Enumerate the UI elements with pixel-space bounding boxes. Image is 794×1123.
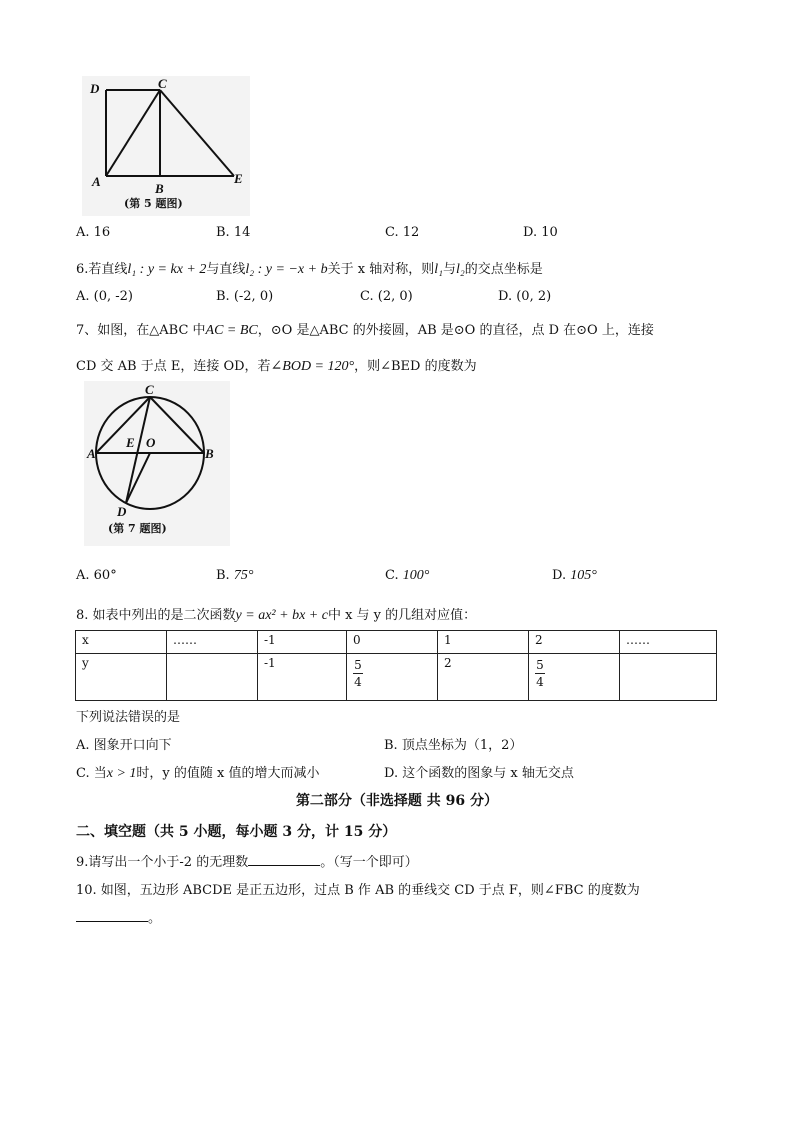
q7-angle: ∠BOD = 120°	[270, 359, 355, 374]
q6-and: 与	[442, 262, 456, 277]
q7-line1	[76, 319, 654, 339]
q10-answer-line	[76, 907, 161, 926]
q10-end: 。	[148, 911, 162, 926]
q8-option-c-b: 时，y 的值随 x 值的增大而减小	[136, 766, 320, 781]
edge-ce	[160, 90, 234, 176]
q7-option-d: D. 105°	[552, 568, 597, 583]
q8-function: y = ax² + bx + c	[235, 608, 328, 623]
q10: 10. 如图，五边形 ABCDE 是正五边形，过点 B 作 AB 的垂线交 CD 于点 F，则∠FBC 的度数为	[76, 883, 640, 898]
cell-x-6: ……	[620, 631, 717, 654]
label-a: A	[92, 174, 101, 189]
q5-option-a: A. 16	[76, 225, 111, 240]
cell-y-0: y	[76, 654, 167, 701]
cell-x-1: ……	[167, 631, 258, 654]
fraction-5-4: $\frac{5}{4}$	[536, 658, 544, 689]
cell-y-6	[620, 654, 717, 701]
q7-text-1b: ，⊙O 是△ABC 的外接圆，AB 是⊙O 的直径，点 D 在⊙O 上，连接	[257, 323, 654, 338]
q8-option-c-a: C. 当	[76, 766, 107, 781]
q8-option-c	[76, 762, 320, 782]
q6-line1-eq: l₁ : y = kx + 2	[127, 262, 207, 277]
part-two-title: 第二部分（非选择题 共 96 分）	[295, 793, 499, 809]
q7-option-d-value: 105°	[570, 568, 597, 583]
edge-ac	[106, 90, 160, 176]
fraction-5-4: $\frac{5}{4}$	[354, 658, 362, 689]
q6-line2-eq: l₂ : y = −x + b	[245, 262, 328, 277]
label-o: O	[146, 435, 156, 450]
cell-x-0: x	[76, 631, 167, 654]
q6-suffix2: 的交点坐标是	[464, 262, 543, 277]
q7-option-a: A. 60°	[76, 568, 117, 583]
q7-option-c: C. 100°	[385, 568, 430, 583]
label-c: C	[158, 76, 167, 91]
q10-answer-blank	[76, 909, 148, 922]
q6-l1: l₁	[434, 262, 443, 277]
table-row-x	[76, 631, 717, 654]
label-d: D	[117, 504, 127, 519]
label-d: D	[90, 81, 100, 96]
segment-od	[126, 453, 150, 503]
q5-option-d: D. 10	[523, 225, 558, 240]
q7-ac-bc: AC = BC	[205, 323, 258, 338]
cell-x-2: -1	[258, 631, 347, 654]
cell-y-4: 2	[438, 654, 529, 701]
q7-caption: (第 7 题图)	[108, 522, 167, 535]
q8-option-c-cond: x > 1	[106, 766, 137, 781]
q8-option-a: A. 图象开口向下	[76, 738, 172, 753]
q6-prefix: 6.若直线	[76, 262, 128, 277]
q7-text-2b: ，则∠BED 的度数为	[354, 359, 477, 374]
q7-figure	[84, 381, 230, 546]
cell-y-1	[167, 654, 258, 701]
q9-text-a: 9.请写出一个小于-2 的无理数	[76, 855, 249, 870]
cell-x-4: 1	[438, 631, 529, 654]
label-e: E	[234, 171, 243, 186]
label-b: B	[205, 446, 214, 461]
q6-option-d: D. (0, 2)	[498, 289, 552, 304]
cell-x-5: 2	[529, 631, 620, 654]
cell-y-2: -1	[258, 654, 347, 701]
section-fill-in: 二、填空题（共 5 小题，每小题 3 分，计 15 分）	[76, 824, 397, 840]
cell-x-3: 0	[347, 631, 438, 654]
q6-l2: l₂	[455, 262, 465, 277]
q6-option-c: C. (2, 0)	[360, 289, 413, 304]
chord-cd	[126, 397, 150, 503]
q5-caption: (第 5 题图)	[124, 197, 183, 210]
label-c: C	[145, 382, 154, 397]
cell-y-5	[529, 654, 620, 701]
q7-option-b-value: 75°	[233, 568, 254, 583]
q8-option-d: D. 这个函数的图象与 x 轴无交点	[384, 766, 574, 781]
q7-text-2a: CD 交 AB 于点 E，连接 OD，若	[76, 359, 271, 374]
q9-answer-blank	[248, 853, 320, 866]
q9	[76, 851, 418, 870]
q7-option-c-value: 100°	[402, 568, 430, 583]
q8-text-a: 8. 如表中列出的是二次函数	[76, 608, 236, 623]
q8-option-b: B. 顶点坐标为（1，2）	[384, 738, 523, 753]
q7-text-1a: 7、如图，在△ABC 中	[76, 323, 206, 338]
q8-stem	[76, 604, 476, 624]
q5-option-b: B. 14	[216, 225, 251, 240]
q6-suffix1: 关于 x 轴对称，则	[327, 262, 435, 277]
cell-y-3	[347, 654, 438, 701]
label-a: A	[87, 446, 96, 461]
q5-option-c: C. 12	[385, 225, 420, 240]
q6-stem	[76, 258, 543, 278]
q5-figure	[82, 76, 250, 216]
q6-mid: 与直线	[206, 262, 246, 277]
table-row-y	[76, 654, 717, 701]
q6-option-b: B. (-2, 0)	[216, 289, 274, 304]
label-e: E	[126, 435, 135, 450]
q5-diagram	[82, 76, 250, 216]
q9-text-b: 。（写一个即可）	[320, 855, 418, 870]
q8-table	[75, 630, 717, 701]
q7-diagram	[84, 381, 230, 546]
q8-after: 下列说法错误的是	[76, 710, 181, 725]
q8-text-b: 中 x 与 y 的几组对应值：	[327, 608, 477, 623]
q7-option-b: B. 75°	[216, 568, 254, 583]
label-b: B	[155, 181, 164, 196]
q7-line2	[76, 355, 477, 375]
q6-option-a: A. (0, -2)	[76, 289, 133, 304]
